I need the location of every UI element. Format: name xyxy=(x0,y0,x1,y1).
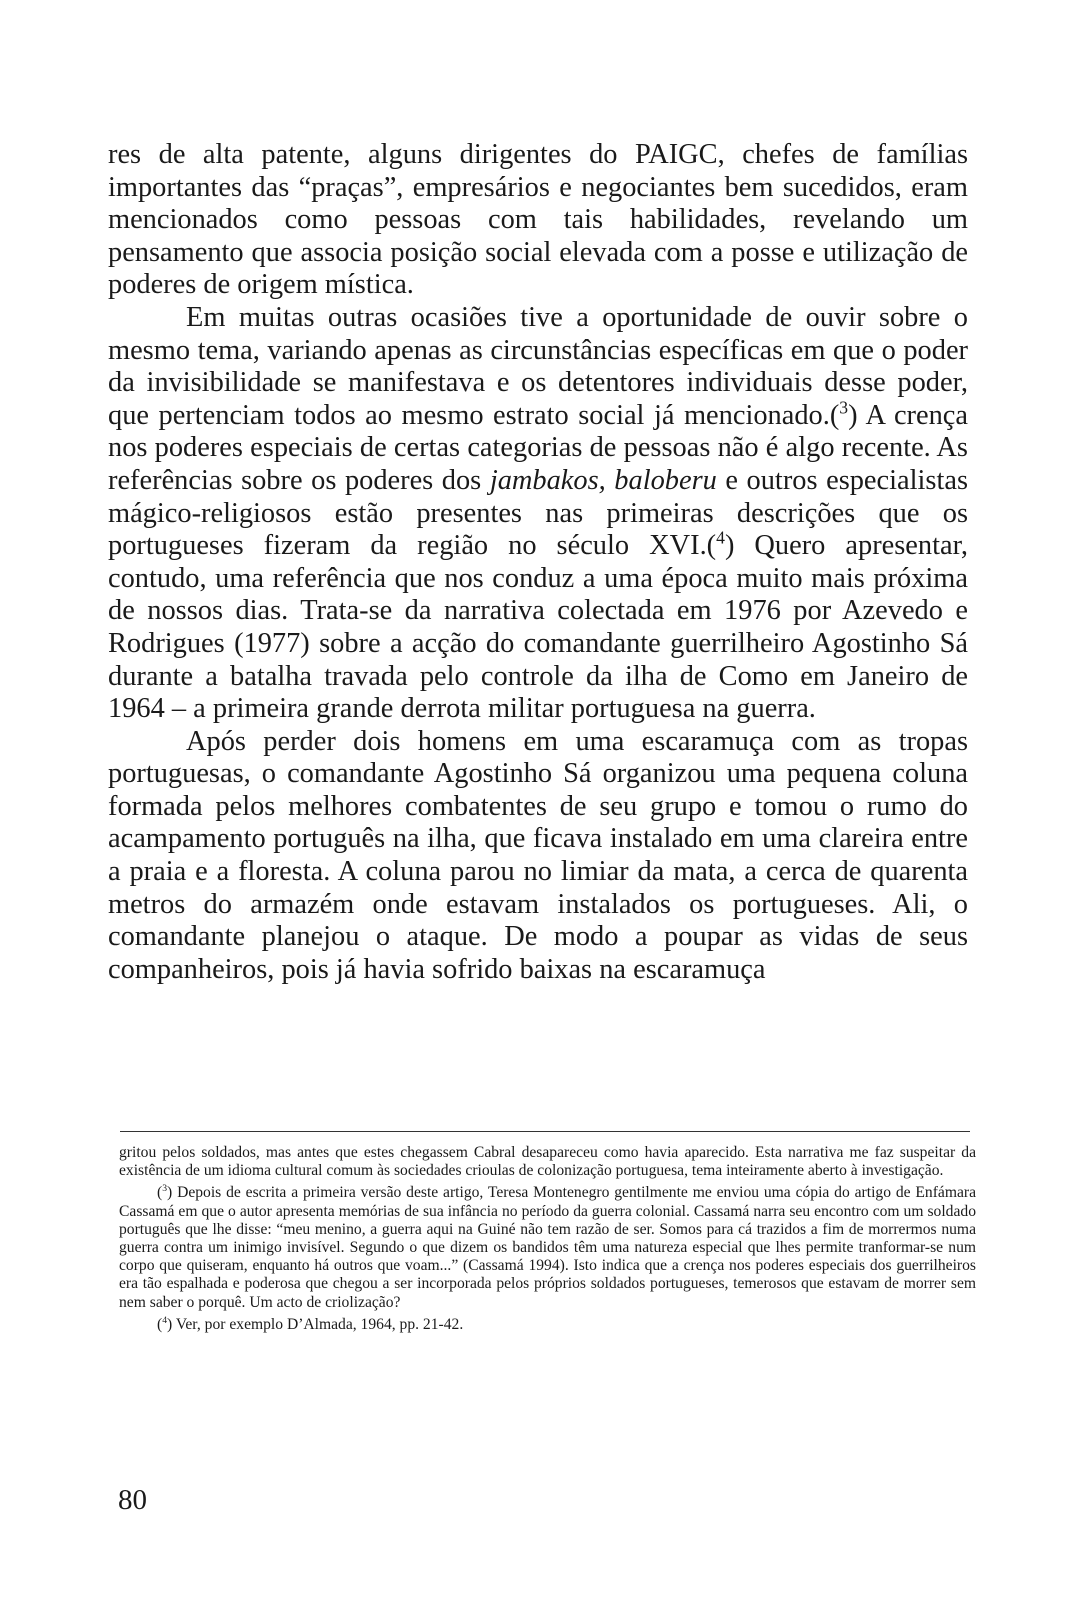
footnote-ref-4: 4 xyxy=(716,527,725,548)
footnote-3-mark: 3 xyxy=(162,1183,168,1195)
paragraph-2-text-a: Em muitas outras ocasiões tive a oportunidade de ouvir sobre o mesmo tema, variando apenas as circunstâncias específicas em que o poder da invisibilidade se manifestava e os detentores individuais desse poder, que pertenciam todos ao mesmo estrato social já mencionado.( xyxy=(108,301,968,431)
footnote-3: ($^3$) Depois de escrita a primeira versão deste artigo, Teresa Montenegro gentilmente me enviou uma cópia do artigo de Enfámara Cassamá em que o autor apresenta memórias de sua infância no período da guerra colonial. Cassamá narra seu encontro com um soldado português que lhe disse: “meu menino, a guerra aqui na Guiné não tem razão de ser. Somos para cá trazidos a fim de morrermos numa guerra contra um inimigo invisível. Segundo o que dizem os bandidos têm uma natureza especial que lhes permite tranformar-se num corpo que quiseram, enquanto há outros que voam...” (Cassamá 1994). Isto indica que a crença nos poderes especiais dos guerrilheiros era tão espalhada e poderosa que chegou a ser incorporada pelos próprios soldados portugueses, temerosos que estavam de morrer sem nem saber o porquê. Um acto de criolização? xyxy=(119,1183,976,1311)
main-text xyxy=(108,139,968,986)
footnotes xyxy=(119,1144,976,1334)
footnote-continuation xyxy=(119,1144,976,1180)
paragraph-2-text-c: e outros especialistas mágico-religiosos estão presentes nas primeiras descrições que os portugueses fizeram da região no século XVI.( xyxy=(108,464,968,562)
paragraph-3-text: Após perder dois homens em uma escaramuça com as tropas portuguesas, o comandante Agostinho Sá organizou uma pequena coluna formada pelos melhores combatentes de seu grupo e tomou o rumo do acampamento português na ilha, que ficava instalado em uma clareira entre a praia e a floresta. A coluna parou no limiar da mata, a cerca de quarenta metros do armazém onde estavam instalados os portugueses. Ali, o comandante planejou o ataque. De modo a poupar as vidas de seus companheiros, pois já havia sofrido baixas na escaramuça xyxy=(108,725,968,985)
page-number: 80 xyxy=(118,1484,147,1516)
footnote-divider xyxy=(120,1131,970,1132)
footnote-continuation-text: gritou pelos soldados, mas antes que estes chegassem Cabral desapareceu como havia aparecido. Esta narrativa me faz suspeitar da existência de um idioma cultural comum às sociedades crioulas de colonização portuguesa, tema inteiramente aberto à investigação. xyxy=(119,1144,976,1180)
footnote-4-mark: 4 xyxy=(162,1314,168,1326)
italic-terms: jambakos, baloberu xyxy=(489,464,717,496)
paragraph-2-text-b: ) A crença nos poderes especiais de certas categorias de pessoas não é algo recente. As referências sobre os poderes dos xyxy=(108,399,968,496)
paragraph-2-text-d: ) Quero apresentar, contudo, uma referência que nos conduz a uma época muito mais próxima de nossos dias. Trata-se da narrativa colectada em 1976 por Azevedo e Rodrigues (1977) sobre a acção do comandante guerrilheiro Agostinho Sá durante a batalha travada pelo controle da ilha de Como em Janeiro de 1964 – a primeira grande derrota militar portuguesa na guerra. xyxy=(108,530,968,725)
paragraph-1-text: res de alta patente, alguns dirigentes do PAIGC, chefes de famílias importantes das “praças”, empresários e negociantes bem sucedidos, eram mencionados como pessoas com tais habilidades, revelando um pensamento que associa posição social elevada com a posse e utilização de poderes de origem mística. xyxy=(108,139,968,301)
paragraph-2 xyxy=(108,302,968,726)
footnote-3-text: Depois de escrita a primeira versão deste artigo, Teresa Montenegro gentilmente me enviou uma cópia do artigo de Enfámara Cassamá em que o autor apresenta memórias de sua infância no período da guerra colonial. Cassamá narra seu encontro com um soldado português que lhe disse: “meu menino, a guerra aqui na Guiné não tem razão de ser. Somos para cá trazidos a fim de morrermos numa guerra contra um inimigo invisível. Segundo o que dizem os bandidos têm uma natureza especial que lhes permite tranformar-se num corpo que quiseram, enquanto há outros que voam...” (Cassamá 1994). Isto indica que a crença nos poderes especiais dos guerrilheiros era tão espalhada e poderosa que chegou a ser incorporada pelos próprios soldados portugueses, temerosos que estavam de morrer sem nem saber o porquê. Um acto de criolização? xyxy=(119,1184,976,1311)
footnote-4-text: Ver, por exemplo D’Almada, 1964, pp. 21-42. xyxy=(172,1315,464,1333)
footnote-4: ($^4$) Ver, por exemplo D’Almada, 1964, pp. 21-42. xyxy=(157,1314,464,1333)
paragraph-3 xyxy=(108,726,968,987)
footnote-ref-3: 3 xyxy=(839,397,849,418)
paragraph-1 xyxy=(108,139,968,302)
